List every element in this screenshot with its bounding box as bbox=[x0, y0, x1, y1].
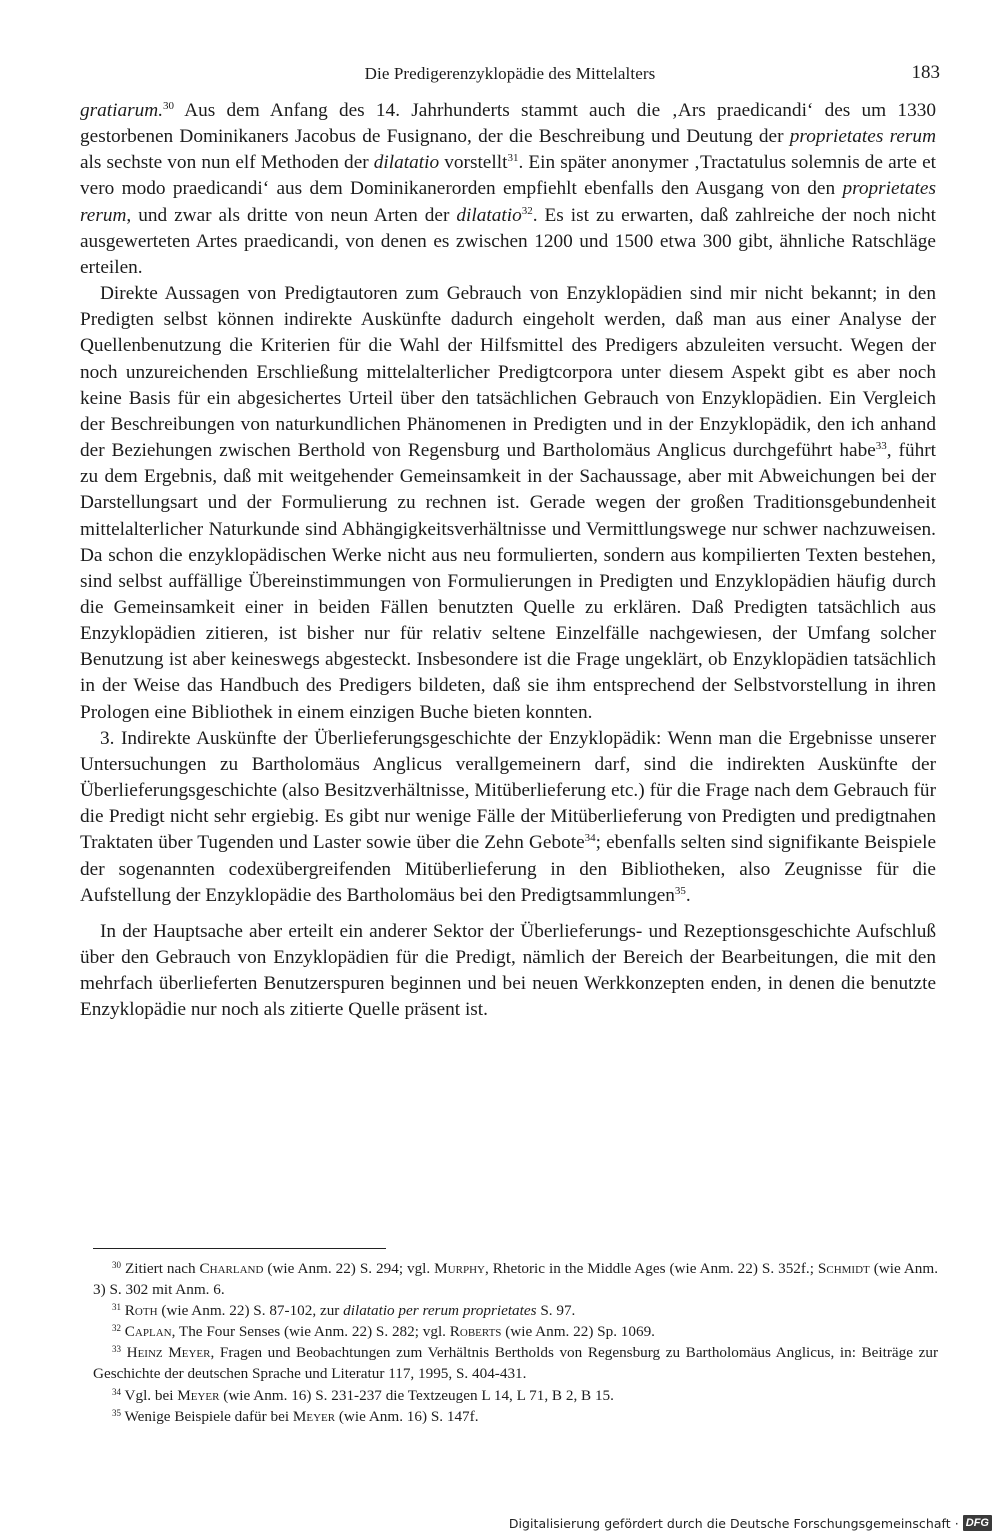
body-text bbox=[80, 98, 936, 1023]
running-header bbox=[80, 64, 940, 90]
footnote-marker: 35 bbox=[674, 884, 686, 897]
text-run: Zitiert nach bbox=[121, 1260, 200, 1277]
paragraph-4 bbox=[80, 919, 936, 1024]
footnote-marker: 32 bbox=[521, 204, 533, 217]
text-run: (wie Anm. 16) S. 231-237 die Textzeugen L 14, L 71, B 2, B 15. bbox=[219, 1386, 614, 1404]
footnote-marker: 31 bbox=[112, 1302, 121, 1313]
author-name: Roberts bbox=[449, 1323, 502, 1341]
author-name: Roth bbox=[124, 1302, 158, 1320]
text-run: vorstellt bbox=[439, 152, 508, 174]
footnote-marker: 33 bbox=[875, 440, 887, 453]
author-name: Charland bbox=[199, 1260, 264, 1277]
footnote-divider bbox=[93, 1248, 386, 1249]
footnote-35 bbox=[93, 1406, 938, 1427]
footnote-marker: 34 bbox=[112, 1386, 121, 1397]
text-run: als sechste von nun elf Methoden der bbox=[80, 152, 374, 174]
dfg-logo-icon: DFG bbox=[963, 1515, 992, 1531]
text-run: (wie Anm. 22) S. 87-102, zur bbox=[157, 1302, 344, 1320]
author-name: Heinz Meyer bbox=[126, 1344, 211, 1362]
text-run: (wie Anm. 22) Sp. 1069. bbox=[501, 1323, 655, 1341]
text-run: , führt zu dem Ergebnis, daß mit weitgehender Gemeinsamkeit in der Sachaussage, aber mit Abweichungen bei der Darstellungsart und der Formulierung zu rechnen ist. Gerade wegen der großen Traditionsgebundenheit mittelalterlicher Naturkunde sind Abhängigkeitsverhältnisse und Vermittlungswege nur schwer nachzuweisen. Da schon die enzyklopädischen Werke nicht aus neu formulierten, sondern aus kompilierten Texten bestehen, sind selbst auffällige Übereinstimmungen von Formulierungen in Predigten und Enzyklopädien häufig durch die Gemeinsamkeit einer in beiden Fällen benutzten Quelle zu erklären. Daß Predigten tatsächlich aus Enzyklopädien zitieren, ist bisher nur für relativ seltene Einzelfälle nachgewiesen, der Umfang solcher Benutzung ist aber keineswegs abgesteckt. Insbesondere ist die Frage ungeklärt, ob Enzyklopädien tatsächlich in der Weise das Handbuch des Predigers bildeten, daß sie ihm entsprechend der Selbstvorstellung in ihren Prologen eine Bibliothek in einem einzigen Buche bieten konnten. bbox=[80, 440, 936, 723]
text-run: (wie Anm. 3) S. 302 mit Anm. 6. bbox=[93, 1260, 939, 1299]
page-number: 183 bbox=[911, 62, 940, 83]
running-title: Die Predigerenzyklopädie des Mittelalters bbox=[364, 64, 656, 83]
footnote-marker: 31 bbox=[507, 152, 519, 165]
footnote-33 bbox=[93, 1342, 938, 1384]
italic-term: proprietates rerum bbox=[80, 178, 936, 226]
footnote-34 bbox=[93, 1385, 938, 1406]
text-run: Vgl. bei bbox=[121, 1386, 178, 1404]
footnote-32 bbox=[93, 1321, 938, 1342]
paragraph-3 bbox=[80, 726, 936, 909]
text-run: Wenige Beispiele dafür bei bbox=[121, 1407, 293, 1425]
digitization-footer bbox=[509, 1513, 992, 1533]
text-run: S. 97. bbox=[536, 1302, 576, 1320]
text-run: In der Hauptsache aber erteilt ein anderer Sektor der Überlieferungs- und Rezeptionsgeschichte Aufschluß über den Gebrauch von Enzyklopädien für die Predigt, nämlich der Bereich der Bearbeitungen, die mit den mehrfach überlieferten Benutzerspuren beginnen und bei neuen Werkkonzepten enden, in denen die benutzte Enzyklopädie nur noch als zitierte Quelle präsent ist. bbox=[80, 920, 936, 1021]
italic-term: dilatatio bbox=[456, 204, 522, 226]
text-run: Aus dem Anfang des 14. Jahrhunderts stammt auch die ‚Ars praedicandi‘ des um 1330 gestorbenen Dominikaners Jacobus de Fusignano, der die Beschreibung und Deutung der bbox=[80, 100, 936, 148]
footnote-31 bbox=[93, 1300, 938, 1321]
footnote-marker: 30 bbox=[112, 1260, 121, 1270]
text-run: . bbox=[685, 884, 691, 906]
text-run: , The Four Senses (wie Anm. 22) S. 282; vgl. bbox=[171, 1323, 450, 1341]
text-run: , Fragen und Beobachtungen zum Verhältnis Bertholds von Regensburg zu Bartholomäus Anglicus, in: Beiträge zur Geschichte der deutschen Sprache und Literatur 117, 1995, S. 404-431. bbox=[93, 1344, 938, 1383]
text-run: . Ein später anonymer ‚Tractatulus solemnis de arte et vero modo praedicandi‘ aus dem Dominikanerorden empfiehlt ebenfalls den Ausgang von den bbox=[80, 152, 936, 200]
italic-term: dilatatio per rerum proprietates bbox=[343, 1302, 537, 1320]
text-run: ; ebenfalls selten sind signifikante Beispiele der sogenannten codexübergreifenden Mitüberlieferung in den Bibliotheken, also Zeugnisse für die Aufstellung der Enzyklopädie des Bartholomäus bei den Predigtsammlungen bbox=[80, 832, 936, 906]
text-run: (wie Anm. 22) S. 294; vgl. bbox=[263, 1260, 435, 1277]
text-run: . Es ist zu erwarten, daß zahlreiche der noch nicht ausgewerteten Artes praedicandi, von denen es zwischen 1200 und 1500 etwa 300 gibt, ähnliche Ratschläge erteilen. bbox=[80, 204, 936, 278]
footnote-marker: 35 bbox=[112, 1407, 121, 1418]
text-run: 3. Indirekte Auskünfte der Überlieferungsgeschichte der Enzyklopädik: Wenn man die Ergebnisse unserer Untersuchungen zu Bartholomäus Anglicus verallgemeinern darf, sind die indirekten Auskünfte der Überlieferungsgeschichte (also Besitzverhältnisse, Mitüberlieferung etc.) für die Frage nach dem Gebrauch für die Predigt nicht sehr ergiebig. Es gibt nur wenige Fälle der Mitüberlieferung von Predigten und predigtnahen Traktaten über Tugenden und Laster sowie über die Zehn Gebote bbox=[80, 727, 936, 854]
author-name: Meyer bbox=[177, 1386, 220, 1404]
text-run: , und zwar als dritte von neun Arten der bbox=[126, 204, 457, 226]
text-run: (wie Anm. 16) S. 147f. bbox=[335, 1407, 479, 1425]
author-name: Murphy bbox=[434, 1260, 485, 1277]
footnote-30 bbox=[93, 1258, 938, 1300]
author-name: Schmidt bbox=[817, 1260, 870, 1277]
italic-term: proprietates rerum bbox=[789, 126, 936, 148]
footnote-marker: 33 bbox=[112, 1344, 121, 1355]
italic-term: dilatatio bbox=[373, 152, 440, 174]
digitization-credit: Digitalisierung gefördert durch die Deutsche Forschungsgemeinschaft · bbox=[508, 1515, 959, 1531]
footnote-marker: 32 bbox=[112, 1323, 121, 1334]
text-run: Direkte Aussagen von Predigtautoren zum Gebrauch von Enzyklopädien sind mir nicht bekannt; in den Predigten selbst können indirekte Auskünfte dadurch eingeholt werden, daß man aus einer Analyse der Quellenbenutzung die Kriterien für die Wahl der Hilfsmittel des Predigers abzuleiten versucht. Wegen der noch unzureichenden Erschließung mittelalterlicher Predigtcorpora unter diesem Aspekt gibt es aber noch keine Basis für ein abgesichertes Urteil über den tatsächlichen Gebrauch von Enzyklopädien. Ein Vergleich der Beschreibungen von naturkundlichen Phänomenen in Predigten und in der Enzyklopädik, den ich anhand der Beziehungen zwischen Berthold von Regensburg und Bartholomäus Anglicus durchgeführt habe bbox=[80, 283, 936, 462]
author-name: Caplan bbox=[124, 1323, 172, 1341]
paragraph-2 bbox=[80, 281, 936, 726]
footnote-marker: 30 bbox=[163, 100, 175, 112]
paragraph-1 bbox=[80, 98, 936, 281]
footnote-marker: 34 bbox=[584, 832, 596, 845]
italic-term: gratiarum. bbox=[80, 100, 164, 121]
footnotes bbox=[93, 1258, 938, 1427]
text-run: , Rhetoric in the Middle Ages (wie Anm. 22) S. 352f.; bbox=[484, 1260, 818, 1277]
author-name: Meyer bbox=[292, 1407, 336, 1425]
